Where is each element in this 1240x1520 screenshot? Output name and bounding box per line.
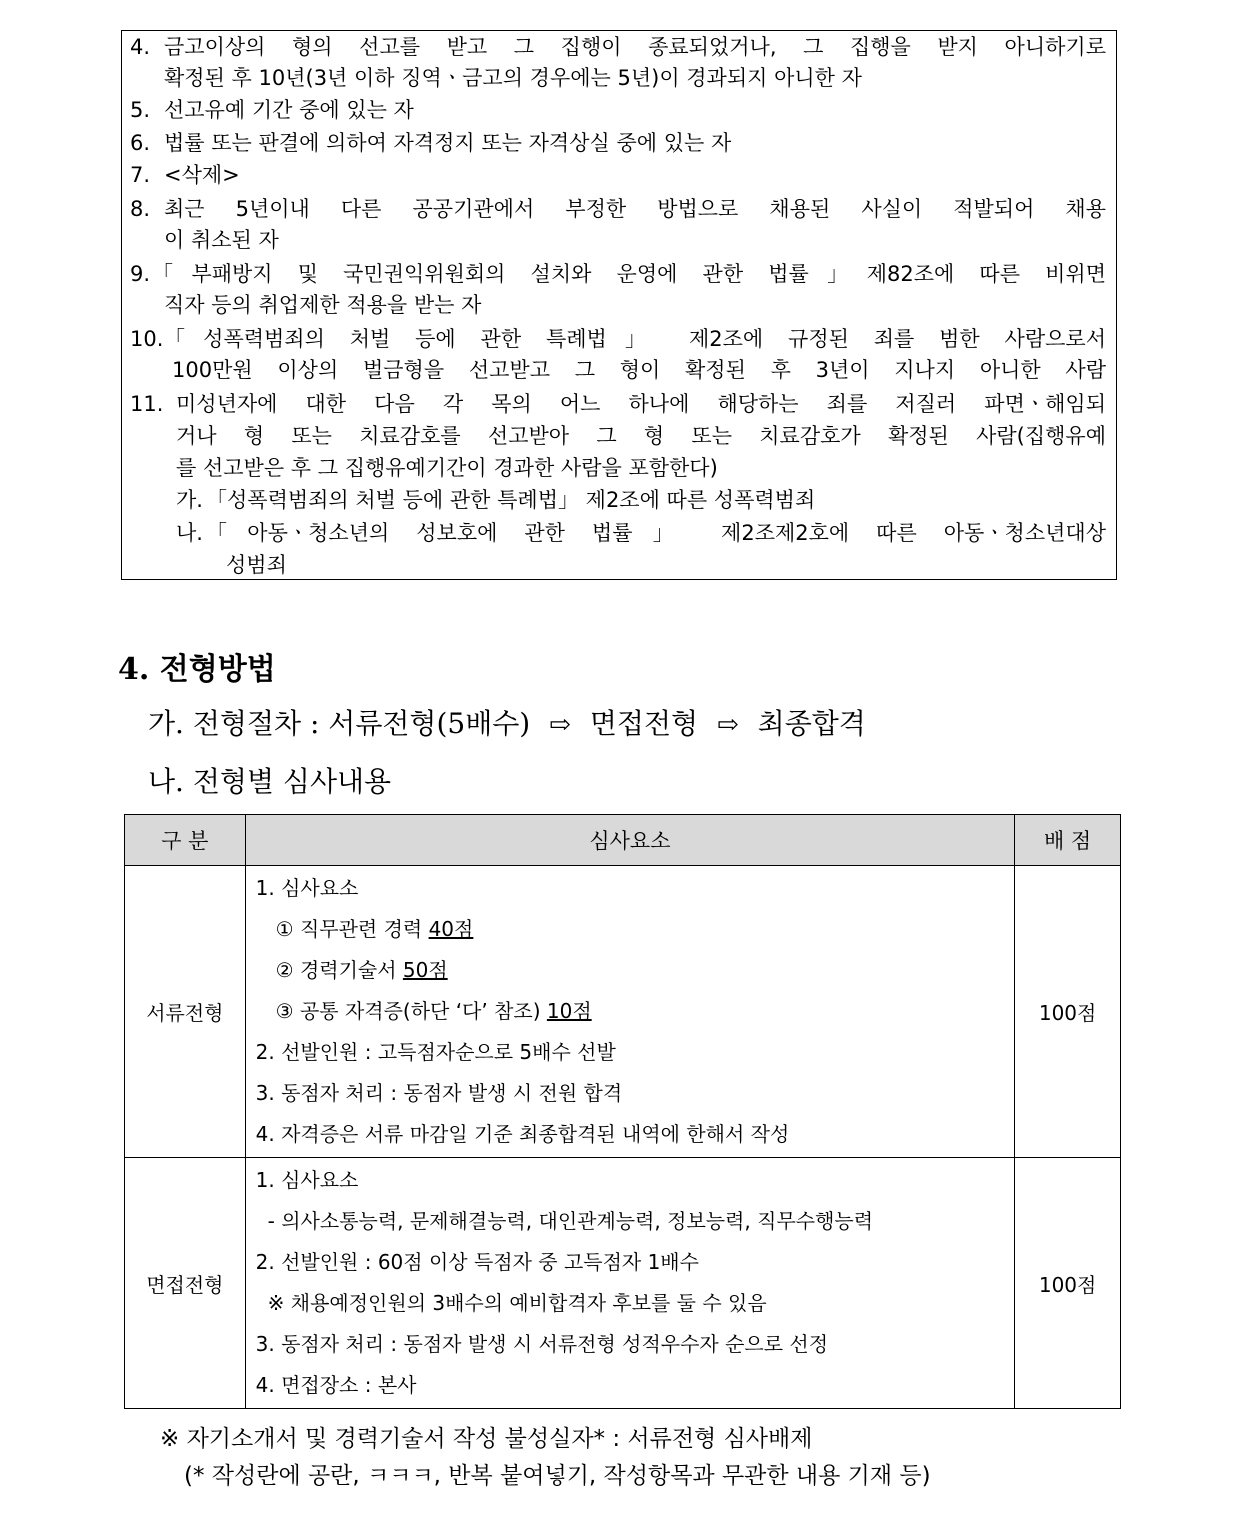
criteria-cell: [245, 866, 1015, 1158]
column-header: 심사요소: [245, 815, 1015, 866]
item-text: 「성폭력범죄의 처벌 등에 관한 특례법」 제2조에 규정된 죄를 범한 사람으로서: [164, 327, 1106, 351]
item-number: 11.: [130, 392, 164, 416]
criteria-line: 2. 선발인원 : 60점 이상 득점자 중 고득점자 1배수: [255, 1250, 699, 1274]
note-line: (* 작성란에 공란, ㅋㅋㅋ, 반복 붙여넣기, 작성항목과 무관한 내용 기재 등): [184, 1463, 931, 1489]
score-weight: 40점: [428, 917, 474, 941]
score-cell: 100점: [1015, 866, 1121, 1158]
procedure-line: [148, 702, 866, 742]
item-text: 「아동ㆍ청소년의 성보호에 관한 법률」 제2조제2호에 따른 아동ㆍ청소년대상: [206, 521, 1106, 545]
criteria-line: ※ 채용예정인원의 3배수의 예비합격자 후보를 둘 수 있음: [267, 1291, 767, 1315]
list-item: [130, 94, 1106, 126]
item-number: 가.: [176, 488, 203, 512]
step-final: 최종합격: [757, 707, 866, 740]
item-text: 선고유예 기간 중에 있는 자: [164, 98, 414, 122]
item-text: 최근 5년이내 다른 공공기관에서 부정한 방법으로 채용된 사실이 적발되어 채용: [164, 197, 1106, 221]
item-text: 확정된 후 10년(3년 이하 징역ㆍ금고의 경우에는 5년)이 경과되지 아니한 자: [164, 66, 862, 90]
item-number: 6.: [130, 131, 151, 155]
table-row: [125, 1158, 1121, 1409]
item-text: 성범죄: [226, 553, 287, 577]
criteria-heading: 나. 전형별 심사내용: [148, 765, 392, 798]
item-number: 4.: [130, 35, 151, 59]
score-cell: 100점: [1015, 1158, 1121, 1409]
sub-list-item: [130, 517, 1106, 549]
item-text: <삭제>: [164, 163, 240, 187]
list-item: [130, 127, 1106, 159]
note-line: ※ 자기소개서 및 경력기술서 작성 불성실자* : 서류전형 심사배제: [160, 1426, 813, 1452]
criteria-line: 4. 자격증은 서류 마감일 기준 최종합격된 내역에 한해서 작성: [255, 1122, 790, 1146]
list-item: [130, 388, 1106, 420]
sub-list-item: [130, 484, 1106, 516]
list-item-continuation: [130, 354, 1106, 386]
list-item: [130, 193, 1106, 225]
list-item-continuation: [130, 62, 1106, 94]
criteria-text: ① 직무관련 경력: [275, 917, 429, 941]
column-header: 배 점: [1015, 815, 1121, 866]
item-text: 를 선고받은 후 그 집행유예기간이 경과한 사람을 포함한다): [176, 456, 718, 480]
category-cell: 서류전형: [125, 866, 246, 1158]
criteria-line: [256, 909, 1005, 950]
item-number: 10.: [130, 327, 164, 351]
score-weight: 50점: [402, 958, 448, 982]
step-document: 서류전형(5배수): [328, 707, 531, 740]
item-number: 7.: [130, 163, 151, 187]
arrow-right-icon: ⇨: [549, 710, 571, 740]
sub-list-item-continuation: [130, 549, 1106, 581]
criteria-text: ② 경력기술서: [275, 958, 403, 982]
list-item: [130, 159, 1106, 191]
item-text: 거나 형 또는 치료감호를 선고받아 그 형 또는 치료감호가 확정된 사람(집행유예: [176, 424, 1106, 448]
category-cell: 면접전형: [125, 1158, 246, 1409]
item-text: 100만원 이상의 벌금형을 선고받고 그 형이 확정된 후 3년이 지나지 아니한 사람: [172, 358, 1106, 382]
table-header-row: [125, 815, 1121, 866]
item-number: 9.: [130, 262, 151, 286]
item-text: 직자 등의 취업제한 적용을 받는 자: [164, 293, 482, 317]
criteria-line: 1. 심사요소: [255, 1168, 359, 1192]
procedure-label: 가. 전형절차 :: [148, 707, 329, 740]
list-item: [130, 323, 1106, 355]
list-item: [130, 258, 1106, 290]
criteria-line: [256, 950, 1005, 991]
criteria-cell: [245, 1158, 1015, 1409]
criteria-line: 2. 선발인원 : 고득점자순으로 5배수 선발: [255, 1040, 616, 1064]
criteria-line: - 의사소통능력, 문제해결능력, 대인관계능력, 정보능력, 직무수행능력: [267, 1209, 874, 1233]
item-text: 「부패방지 및 국민권익위원회의 설치와 운영에 관한 법률」제82조에 따른 비위면: [152, 262, 1106, 286]
item-text: 「성폭력범죄의 처벌 등에 관한 특례법」 제2조에 따른 성폭력범죄: [206, 488, 816, 512]
item-number: 5.: [130, 98, 151, 122]
arrow-right-icon: ⇨: [716, 710, 739, 740]
list-item-continuation: [130, 224, 1106, 256]
table-row: [125, 866, 1121, 1158]
criteria-line: 3. 동점자 처리 : 동점자 발생 시 서류전형 성적우수자 순으로 선정: [255, 1332, 829, 1356]
criteria-line: [256, 991, 1005, 1032]
criteria-table: [124, 814, 1121, 1409]
section-title: 4. 전형방법: [118, 652, 276, 687]
score-weight: 10점: [546, 999, 592, 1023]
item-text: 법률 또는 판결에 의하여 자격정지 또는 자격상실 중에 있는 자: [164, 131, 732, 155]
item-number: 8.: [130, 197, 151, 221]
criteria-text: ③ 공통 자격증(하단 ‘다’ 참조): [275, 999, 547, 1023]
item-text: 금고이상의 형의 선고를 받고 그 집행이 종료되었거나, 그 집행을 받지 아니하기로: [164, 35, 1106, 59]
item-text: 미성년자에 대한 다음 각 목의 어느 하나에 해당하는 죄를 저질러 파면ㆍ해임되: [176, 392, 1106, 416]
step-interview: 면접전형: [589, 707, 699, 740]
column-header: 구 분: [125, 815, 246, 866]
list-item-continuation: [130, 289, 1106, 321]
list-item-continuation: [130, 452, 1106, 484]
item-text: 이 취소된 자: [164, 228, 279, 252]
item-number: 나.: [176, 521, 203, 545]
criteria-line: 1. 심사요소: [255, 876, 359, 900]
list-item: [130, 31, 1106, 63]
criteria-line: 4. 면접장소 : 본사: [255, 1373, 417, 1397]
list-item-continuation: [130, 420, 1106, 452]
disqualification-box: [121, 30, 1117, 580]
criteria-line: 3. 동점자 처리 : 동점자 발생 시 전원 합격: [255, 1081, 623, 1105]
